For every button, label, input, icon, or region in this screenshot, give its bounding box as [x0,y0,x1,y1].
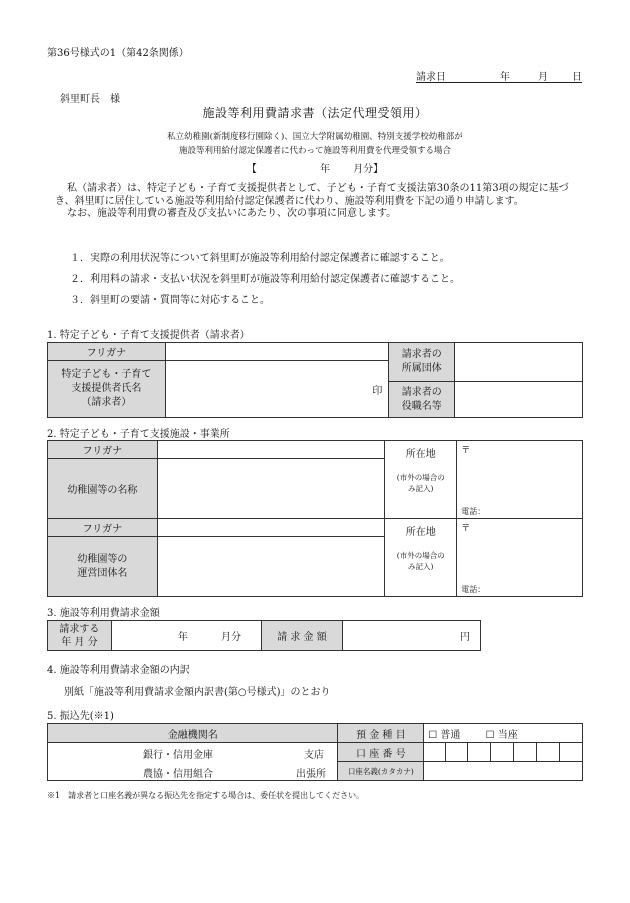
facility-location-field[interactable] [457,441,583,519]
request-date-label: 請求日 [416,72,446,83]
bank-name-header: 金融機関名 [48,724,338,743]
branch-label-1: 支店 [304,750,324,761]
amount-table [47,620,481,651]
date-month-label: 月 [538,72,548,83]
current-label: 当座 [497,729,518,741]
request-date-line [416,68,582,83]
claim-amount-label: 請 求 金 額 [261,621,343,651]
org-field[interactable] [455,343,583,382]
operator-furigana-field[interactable] [157,519,385,537]
facility-name-label: 幼稚園等の名称 [48,459,158,519]
current-checkbox[interactable]: ☐ [485,729,495,741]
section-3-heading: 3. 施設等利用費請求金額 [47,608,160,619]
facility-outside-note: (市外の場合の み記入) [396,473,445,493]
subtitle-line-1: 私立幼稚園(新制度移行園除く)、国立大学附属幼稚園、特別支援学校幼稚部が [167,132,463,142]
title-label: 請求者の 役職名等 [389,382,455,418]
facility-tel-label: 電話： [461,507,486,516]
consent-item-1: １．実際の利用状況等について斜里町が施設等利用給付認定保護者に確認すること。 [70,253,450,264]
account-digit-2[interactable] [446,743,468,762]
section-1-heading: 1. 特定子ども・子育て支援提供者（請求者） [47,330,250,341]
ordinary-checkbox[interactable]: ☐ [428,729,438,741]
claim-period-field[interactable] [111,621,261,651]
facility-table [47,440,583,597]
claim-month-label: 月分 [221,632,242,643]
facility-location-label: 所在地 (市外の場合の み記入) [385,441,457,519]
operator-postal-mark: 〒 [461,524,471,534]
subtitle-line-2: 施設等利用給付認定保護者に代わって施設等利用費を代理受領する場合 [179,146,451,156]
operator-tel-label: 電話： [461,585,486,594]
provider-table [47,342,583,418]
yen-label: 円 [460,632,470,643]
intro-paragraph-2: なお、施設等利用費の審査及び支払いにあたり、次の事項に同意します。 [67,208,397,220]
breakdown-reference: 別紙「施設等利用費請求金額内訳書(第○号様式)」のとおり [64,687,331,698]
account-number-label: 口 座 番 号 [338,743,424,762]
bank-name-field[interactable] [48,743,338,781]
intro-paragraph-1: 私（請求者）は、特定子ども・子育て支援提供者として、子ども・子育て支援法第30条の11第3項の規定に基づき、斜里町に居住している施設等利用給付認定保護者に代わり、施設等利用費を下記の通り申請します。 [55,183,569,207]
bank-table [47,723,583,781]
account-digit-4[interactable] [491,743,514,762]
facility-name-field[interactable] [157,459,385,519]
facility-furigana-label: フリガナ [48,441,158,459]
bank-type-2: 農協・信用組合 [143,769,213,780]
section-2-heading: 2. 特定子ども・子育て支援施設・事業所 [47,429,230,440]
account-digit-7[interactable] [559,743,582,762]
provider-furigana-field[interactable] [165,343,389,361]
deposit-type-options [424,724,583,743]
form-number: 第36号様式の1（第42条関係） [47,48,189,59]
title-field[interactable] [455,382,583,418]
document-title: 施設等利用費請求書（法定代理受領用） [202,106,428,120]
facility-postal-mark: 〒 [461,446,471,456]
intro-paragraph [55,183,580,221]
section-4-heading: 4. 施設等利用費請求金額の内訳 [47,665,190,676]
seal-mark: 印 [372,385,383,397]
operator-name-label: 幼稚園等の 運営団体名 [48,537,158,597]
date-year-label: 年 [500,72,510,83]
date-day-label: 日 [572,72,582,83]
section-5-heading: 5. 振込先(※1) [47,711,114,722]
consent-item-3: ３．斜里町の要請・質問等に対応すること。 [70,295,270,306]
account-name-field[interactable] [424,762,583,781]
operator-outside-note: (市外の場合の み記入) [396,551,445,571]
provider-name-label: 特定子ども・子育て 支援提供者氏名 （請求者） [48,361,166,418]
account-digit-1[interactable] [424,743,446,762]
claim-year-label: 年 [177,632,188,643]
account-digit-6[interactable] [537,743,560,762]
org-label: 請求者の 所属団体 [389,343,455,382]
operator-name-field[interactable] [157,537,385,597]
claim-amount-field[interactable] [343,621,481,651]
account-digit-5[interactable] [514,743,537,762]
ordinary-label: 普通 [440,729,461,741]
addressee: 斜里町長 様 [60,94,120,105]
claim-period-label: 請求する 年 月 分 [48,621,112,651]
facility-furigana-field[interactable] [157,441,385,459]
account-name-label: 口座名義(カタカナ) [338,762,424,781]
operator-location-label: 所在地 (市外の場合の み記入) [385,519,457,597]
provider-furigana-label: フリガナ [48,343,166,361]
period-month-label: 月分】 [353,164,384,175]
footnote: ※1 請求者と口座名義が異なる振込先を指定する場合は、委任状を提出してください。 [47,791,365,800]
period-open-bracket: 【 [246,164,257,175]
operator-furigana-label: フリガナ [48,519,158,537]
deposit-type-label: 預 金 種 目 [338,724,424,743]
provider-name-field[interactable] [165,361,389,418]
consent-item-2: ２．利用料の請求・支払い状況を斜里町が施設等利用給付認定保護者に確認すること。 [70,274,460,285]
period-year-label: 年 [320,164,330,175]
operator-location-field[interactable] [457,519,583,597]
account-digit-3[interactable] [468,743,491,762]
billing-period [0,160,630,175]
branch-label-2: 出張所 [296,769,326,780]
bank-type-1: 銀行・信用金庫 [143,750,213,761]
